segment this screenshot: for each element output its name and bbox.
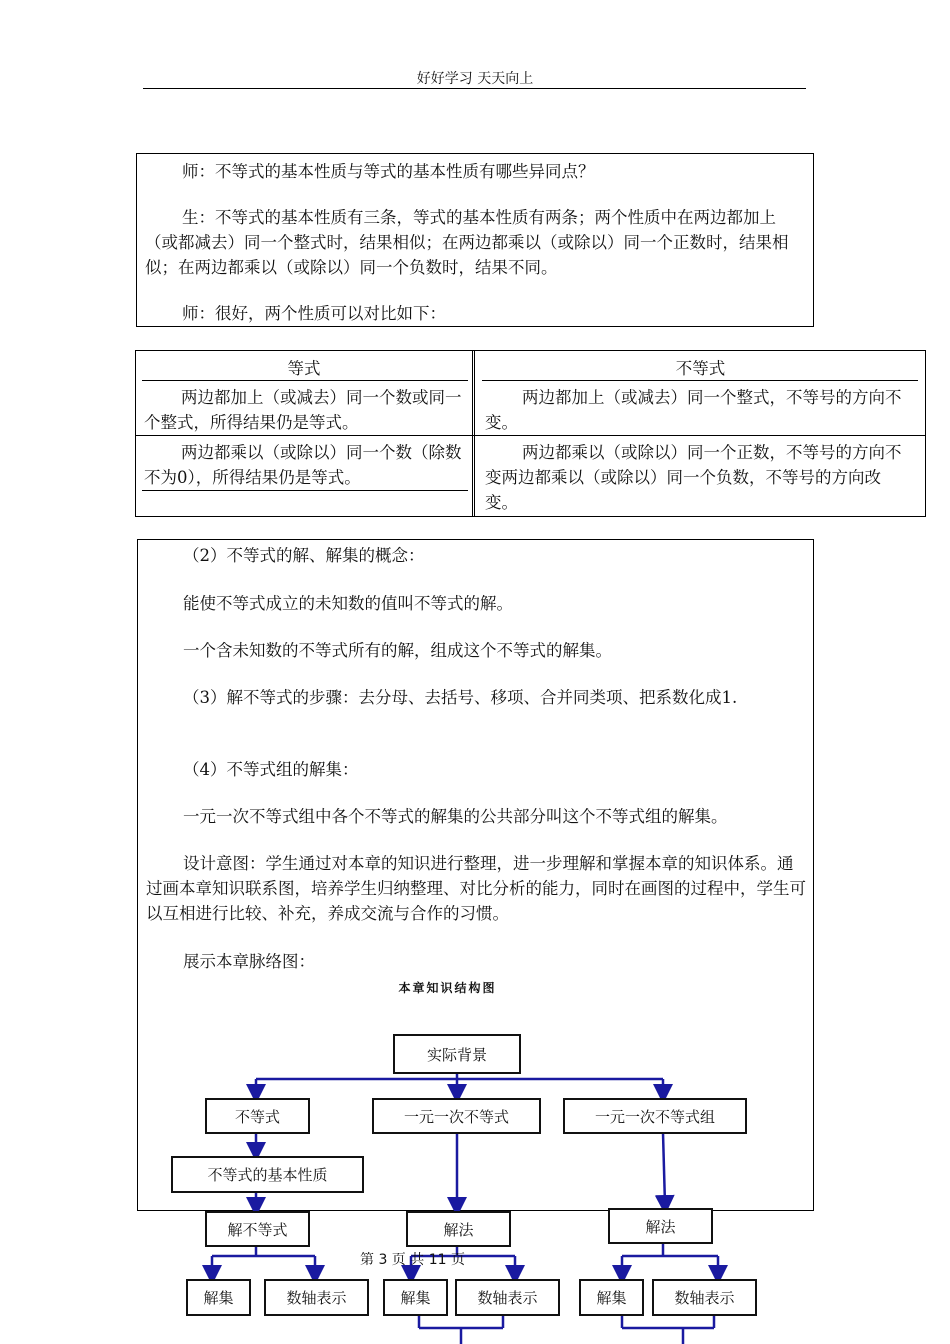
section-heading-system-solution: （4）不等式组的解集： <box>183 760 359 779</box>
node-inequality: 不等式 <box>205 1098 310 1134</box>
table-cell: 两边都乘以（或除以）同一个数（除数不为0），所得结果仍是等式。 <box>144 443 462 487</box>
node-number-line: 数轴表示 <box>455 1279 560 1316</box>
node-number-line: 数轴表示 <box>264 1279 369 1316</box>
connector <box>663 1133 665 1205</box>
paragraph-show-diagram: 展示本章脉络图： <box>183 952 315 971</box>
page-footer: 第 3 页 共 11 页 <box>360 1252 465 1268</box>
paragraph-solution-set-definition: 一个含未知数的不等式所有的解，组成这个不等式的解集。 <box>183 641 612 660</box>
node-solution-set: 解集 <box>579 1279 644 1316</box>
teacher-question: 师：不等式的基本性质与等式的基本性质有哪些异同点？ <box>182 162 595 181</box>
node-solve-inequality: 解不等式 <box>205 1211 310 1247</box>
node-basic-properties: 不等式的基本性质 <box>171 1156 364 1193</box>
paragraph-solution-definition: 能使不等式成立的未知数的值叫不等式的解。 <box>183 594 513 613</box>
node-linear-inequality: 一元一次不等式 <box>372 1098 541 1134</box>
node-linear-inequality-system: 一元一次不等式组 <box>563 1098 747 1134</box>
table-cell: 两边都乘以（或除以）同一个正数，不等号的方向不变两边都乘以（或除以）同一个负数，不等号的方向改变。 <box>485 443 902 512</box>
node-practical-background: 实际背景 <box>393 1034 521 1074</box>
paragraph-design-intent: 设计意图：学生通过对本章的知识进行整理，进一步理解和掌握本章的知识体系。通过画本章知识联系图，培养学生归纳整理、对比分析的能力，同时在画图的过程中，学生可以互相进行比较、补充，养成交流与合作的习惯。 <box>146 854 806 923</box>
table-header-inequality: 不等式 <box>675 359 726 378</box>
teacher-response: 师：很好，两个性质可以对比如下： <box>182 304 446 323</box>
page-header: 好好学习 天天向上 <box>416 71 534 87</box>
node-method-system: 解法 <box>608 1208 713 1244</box>
node-number-line: 数轴表示 <box>652 1279 757 1316</box>
section-heading-solution-concept: （2）不等式的解、解集的概念： <box>183 546 425 565</box>
student-answer: 生：不等式的基本性质有三条，等式的基本性质有两条；两个性质中在两边都加上（或都减去）同一个整式时，结果相似；在两边都乘以（或除以）同一个正数时，结果相似；在两边都乘以（或除以）同一个负数时，结果不同。 <box>145 208 789 277</box>
paragraph-system-definition: 一元一次不等式组中各个不等式的解集的公共部分叫这个不等式组的解集。 <box>183 807 728 826</box>
table-cell: 两边都加上（或减去）同一个数或同一个整式，所得结果仍是等式。 <box>144 388 462 432</box>
node-solution-set: 解集 <box>186 1279 251 1316</box>
table-header-equation: 等式 <box>287 359 321 378</box>
node-method-linear: 解法 <box>406 1211 511 1247</box>
diagram-title: 本章知识结构图 <box>398 981 497 995</box>
section-heading-solving-steps: （3）解不等式的步骤：去分母、去括号、移项、合并同类项、把系数化成1. <box>183 688 738 707</box>
table-cell: 两边都加上（或减去）同一个整式，不等号的方向不变。 <box>485 388 902 432</box>
node-solution-set: 解集 <box>383 1279 448 1316</box>
